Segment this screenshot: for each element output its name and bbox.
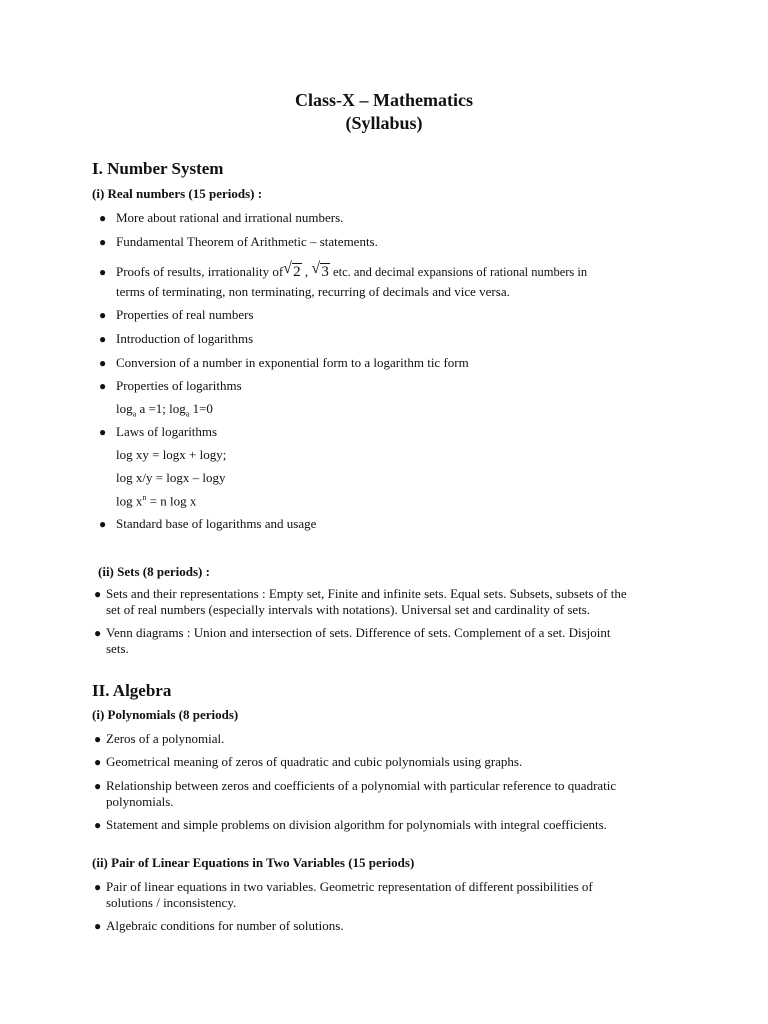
list-item: ● Conversion of a number in exponential form to a logarithm tic form — [99, 355, 469, 370]
list-item: ● Algebraic conditions for number of solutions. — [94, 918, 344, 933]
bullet-icon: ● — [99, 356, 107, 370]
bullet-icon: ● — [94, 779, 102, 793]
bullet-icon: ● — [99, 425, 107, 439]
bullet-icon: ● — [94, 732, 102, 746]
bullet-icon: ● — [94, 880, 102, 894]
list-item-continuation: terms of terminating, non terminating, recurring of decimals and vice versa. — [116, 284, 510, 299]
list-item: ● Venn diagrams : Union and intersection of sets. Difference of sets. Complement of a set. Disjoint — [94, 625, 611, 640]
bullet-icon: ● — [94, 818, 102, 832]
section-heading-number-system: I. Number System — [92, 159, 224, 178]
list-item: ● Geometrical meaning of zeros of quadratic and cubic polynomials using graphs. — [94, 754, 523, 769]
bullet-icon: ● — [94, 755, 102, 769]
page-subtitle: (Syllabus) — [345, 113, 423, 133]
list-item: ● Sets and their representations : Empty set, Finite and infinite sets. Equal sets. Subsets, subsets of the — [94, 586, 627, 601]
sqrt-two: √ 2 — [283, 260, 301, 280]
subheading-linear-equations: (ii) Pair of Linear Equations in Two Variables (15 periods) — [92, 855, 415, 870]
log-law-formula: log xy = logx + logy; — [116, 447, 227, 462]
list-item: ● Relationship between zeros and coefficients of a polynomial with particular reference to quadratic — [94, 778, 617, 793]
list-item: ● More about rational and irrational numbers. — [99, 210, 344, 225]
page-title: Class-X – Mathematics — [295, 90, 473, 110]
list-item-continuation: solutions / inconsistency. — [106, 895, 237, 910]
list-item: ● Proofs of results, irrationality of √ 2 , √ 3 etc. and decimal expansions of rational numbers in — [99, 260, 588, 280]
subheading-sets: (ii) Sets (8 periods) : — [98, 564, 210, 579]
subheading-real-numbers: (i) Real numbers (15 periods) : — [92, 186, 263, 201]
sqrt-three: √ 3 — [311, 260, 329, 280]
bullet-icon: ● — [99, 517, 107, 531]
bullet-icon: ● — [99, 308, 107, 322]
log-law-formula: $\log x^n = n$ log x — [116, 493, 197, 509]
list-item: ● Zeros of a polynomial. — [94, 731, 225, 746]
bullet-icon: ● — [94, 587, 102, 601]
list-item: ● Standard base of logarithms and usage — [99, 516, 317, 531]
bullet-icon: ● — [94, 626, 102, 640]
bullet-icon: ● — [99, 265, 107, 279]
bullet-icon: ● — [94, 919, 102, 933]
bullet-icon: ● — [99, 211, 107, 225]
list-item: ● Properties of real numbers — [99, 307, 254, 322]
log-law-formula: log x/y = logx – logy — [116, 470, 226, 485]
section-heading-algebra: II. Algebra — [92, 681, 172, 700]
list-item: ● Pair of linear equations in two variables. Geometric representation of different possibilities of — [94, 879, 593, 894]
bullet-icon: ● — [99, 379, 107, 393]
list-item: ● Laws of logarithms — [99, 424, 218, 439]
list-item: ● Properties of logarithms — [99, 378, 242, 393]
list-item-continuation: set of real numbers (especially intervals with notations). Universal set and cardinality of sets. — [106, 602, 591, 617]
list-item-continuation: polynomials. — [106, 794, 174, 809]
list-item: ● Statement and simple problems on division algorithm for polynomials with integral coefficients. — [94, 817, 607, 832]
bullet-icon: ● — [99, 332, 107, 346]
list-item-continuation: sets. — [106, 641, 129, 656]
bullet-icon: ● — [99, 235, 107, 249]
log-property-formula: $\log_a a =1$; $\log_a 1=0$ — [116, 401, 213, 419]
subheading-polynomials: (i) Polynomials (8 periods) — [92, 707, 239, 722]
list-item: ● Fundamental Theorem of Arithmetic – statements. — [99, 234, 378, 249]
list-item: ● Introduction of logarithms — [99, 331, 254, 346]
